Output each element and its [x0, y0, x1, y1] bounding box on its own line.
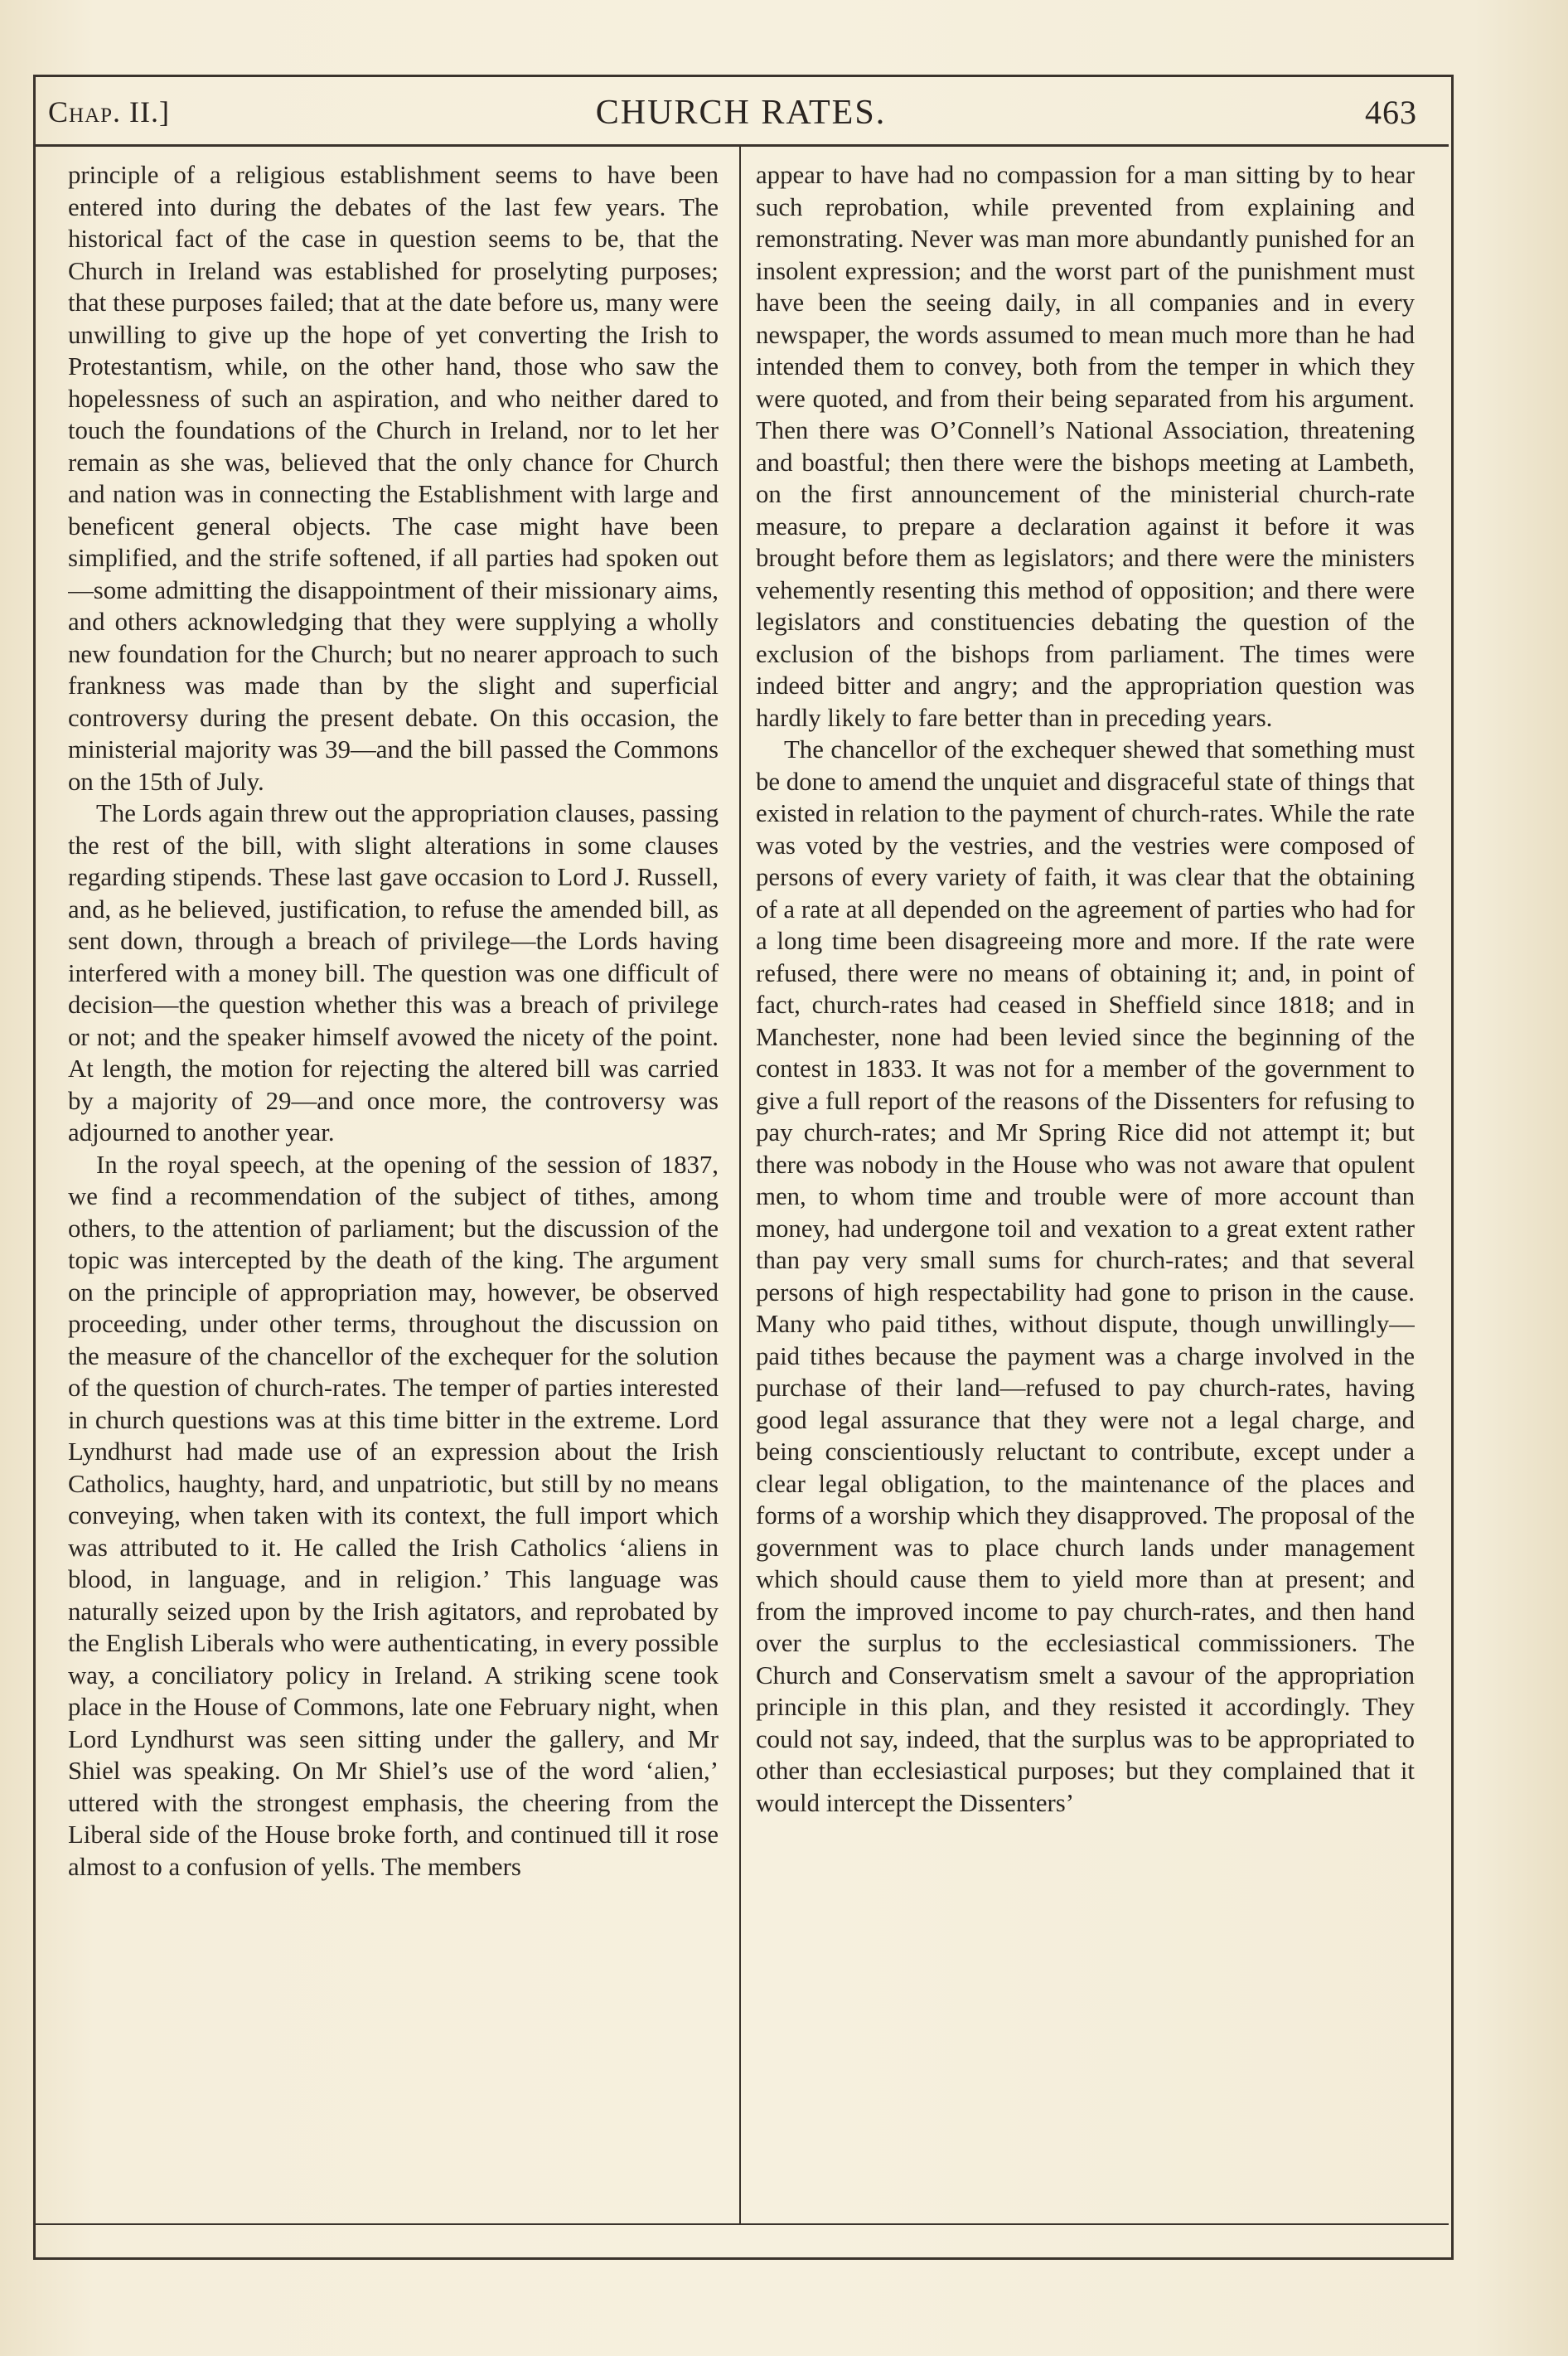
left-paragraph-2: The Lords again threw out the appropriation clauses, passing the rest of the bill, with slight alterations in some clauses regarding stipends. These last gave occasion to Lord J. Russell, and, as he believed, justification, to refuse the amended bill, as sent down, through a breach of privilege—the Lords having interfered with a money bill. The question was one difficult of decision—the question whether this was a breach of privilege or not; and the speaker himself avowed the nicety of the point. At length, the motion for rejecting the altered bill was carried by a majority of 29—and once more, the controversy was adjourned to another year. — [68, 799, 719, 1146]
bottom-rule — [33, 2223, 1449, 2225]
running-header — [33, 75, 1449, 147]
column-divider — [739, 146, 741, 2225]
page-title: CHURCH RATES. — [595, 94, 887, 132]
chapter-label: Chap. II.] — [48, 95, 170, 128]
left-paragraph-3: In the royal speech, at the opening of the session of 1837, we find a recommendation of the subject of tithes, among others, to the attention of parliament; but the discussion of the topic was intercepted by the death of the king. The argument on the principle of appropriation may, however, be observed proceeding, under other terms, throughout the discussion on the measure of the chancellor of the exchequer for the solution of the question of church-rates. The temper of parties interested in church questions was at this time bitter in the extreme. Lord Lyndhurst had made use of an expression about the Irish Catholics, haughty, hard, and unpatriotic, but still by no means conveying, when taken with its context, the full import which was attributed to it. He called the Irish Catholics ‘aliens in blood, in language, and in religion.’ This language was naturally seized upon by the Irish agitators, and reprobated by the English Liberals who were authenticating, in every possible way, a conciliatory policy in Ireland. A striking scene took place in the House of Commons, late one February night, when Lord Lyndhurst was seen sitting under the gallery, and Mr Shiel was speaking. On Mr Shiel’s use of the word ‘alien,’ uttered with the strongest emphasis, the cheering from the Liberal side of the House broke forth, and continued till it rose almost to a confusion of yells. The members — [68, 1150, 719, 1881]
right-column — [756, 159, 1415, 2215]
left-paragraph-1: principle of a religious establishment seems to have been entered into during the debates of the last few years. The historical fact of the case in question seems to be, that the Church in Ireland was established for proselyting purposes; that these purposes failed; that at the date before us, many were unwilling to give up the hope of yet converting the Irish to Protestantism, while, on the other hand, those who saw the hopelessness of such an aspiration, and who neither dared to touch the foundations of the Church in Ireland, nor to let her remain as she was, believed that the only chance for Church and nation was in connecting the Establishment with large and beneficent general objects. The case might have been simplified, and the strife softened, if all parties had spoken out—some admitting the disappointment of their missionary aims, and others acknowledging that they were supplying a wholly new foundation for the Church; but no nearer approach to such frankness was made than by the slight and superficial controversy during the present debate. On this occasion, the ministerial majority was 39—and the bill passed the Commons on the 15th of July. — [68, 161, 719, 796]
right-paragraph-1: appear to have had no compassion for a man sitting by to hear such reprobation, while prevented from explaining and remonstrating. Never was man more abundantly punished for an insolent expression; and the worst part of the punishment must have been the seeing daily, in all companies and in every newspaper, the words assumed to mean much more than he had intended them to convey, both from the temper in which they were quoted, and from their being separated from his argument. Then there was O’Connell’s National Association, threatening and boastful; then there were the bishops meeting at Lambeth, on the first announcement of the ministerial church-rate measure, to prepare a declaration against it before it was brought before them as legislators; and there were the ministers vehemently resenting this method of opposition; and there were legislators and constituencies debating the question of the exclusion of the bishops from parliament. The times were indeed bitter and angry; and the appropriation question was hardly likely to fare better than in preceding years. — [756, 161, 1415, 732]
right-paragraph-2: The chancellor of the exchequer shewed that something must be done to amend the unquiet and disgraceful state of things that existed in relation to the payment of church-rates. While the rate was voted by the vestries, and the vestries were composed of persons of every variety of faith, it was clear that the obtaining of a rate at all depended on the agreement of parties who had for a long time been disagreeing more and more. If the rate were refused, there were no means of obtaining it; and, in point of fact, church-rates had ceased in Sheffield since 1818; and in Manchester, none had been levied since the beginning of the contest in 1833. It was not for a member of the government to give a full report of the reasons of the Dissenters for refusing to pay church-rates; and Mr Spring Rice did not attempt it; but there was nobody in the House who was not aware that opulent men, to whom time and trouble were of more account than money, had undergone toil and vexation to a great extent rather than pay very small sums for church-rates; and that several persons of high respectability had gone to prison in the cause. Many who paid tithes, without dispute, though unwillingly—paid tithes because the payment was a charge involved in the purchase of their land—refused to pay church-rates, having good legal assurance that they were not a legal charge, and being conscientiously reluctant to contribute, except under a clear legal obligation, to the maintenance of the places and forms of a worship which they disapproved. The proposal of the government was to place church lands under management which should cause them to yield more than at present; and from the improved income to pay church-rates, and then hand over the surplus to the ecclesiastical commissioners. The Church and Conservatism smelt a savour of the appropriation principle in this plan, and they resisted it accordingly. They could not say, indeed, that the surplus was to be appropriated to other than ecclesiastical purposes; but they complained that it would intercept the Dissenters’ — [756, 735, 1415, 1817]
left-column — [68, 159, 719, 2215]
page-number: 463 — [1365, 94, 1417, 131]
